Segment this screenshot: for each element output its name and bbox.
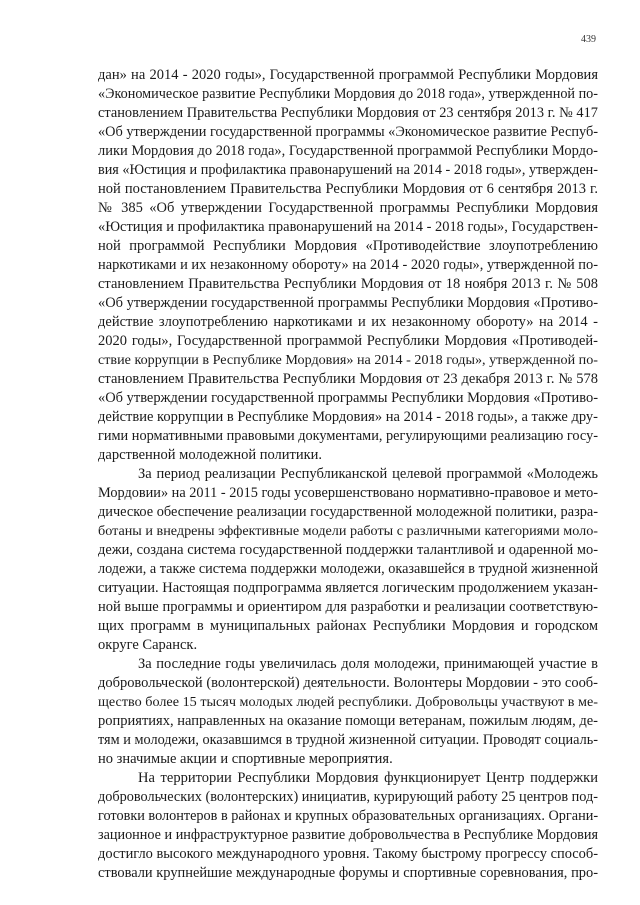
text-line: действие коррупции в Республике Мордовия» на 2014 - 2018 годы», а также дру- (98, 409, 598, 425)
text-line: За последние годы увеличилась доля молодежи, принимающей участие в (138, 656, 598, 672)
text-line: За период реализации Республиканской целевой программой «Молодежь (138, 466, 598, 482)
text-line: гими нормативными правовыми документами, регулирующими реализацию госу- (98, 428, 598, 444)
text-line: вия «Юстиция и профилактика правонарушений на 2014 - 2018 годы», утвержден- (98, 162, 598, 178)
text-line: «Об утверждении государственной программы Республики Мордовия «Противо- (98, 295, 598, 311)
text-line: 2020 годы», Государственной программой Республики Мордовия «Противодей- (98, 333, 598, 349)
text-line: ной постановлением Правительства Республики Мордовия от 6 сентября 2013 г. (98, 181, 598, 197)
page-number: 439 (581, 34, 596, 45)
text-line: дическое обеспечение реализации государственной молодежной политики, разра- (98, 504, 598, 520)
text-line: округе Саранск. (98, 637, 198, 653)
text-line: становлением Правительства Республики Мордовия от 23 сентября 2013 г. № 417 (98, 105, 598, 121)
text-line: добровольческих (волонтерских) инициатив, курирующий работу 25 центров под- (98, 789, 598, 805)
text-line: зационное и инфраструктурное развитие добровольчества в Республике Мордовия (98, 827, 598, 843)
text-line: ситуации. Настоящая подпрограмма является логическим продолжением указан- (98, 580, 598, 596)
text-line: лодежи, а также система поддержки молодежи, оказавшейся в трудной жизненной (98, 561, 599, 577)
text-line: достигло высокого международного уровня. Такому быстрому прогрессу способ- (98, 846, 598, 862)
text-line: «Об утверждении государственной программы «Экономическое развитие Респуб- (98, 124, 598, 140)
text-line: становлением Правительства Республики Мордовия от 23 декабря 2013 г. № 578 (98, 371, 598, 387)
text-line: щество более 15 тысяч молодых людей республики. Добровольцы участвуют в ме- (98, 694, 598, 710)
text-line: тям и молодежи, оказавшимся в трудной жизненной ситуации. Проводят социаль- (98, 732, 598, 748)
text-line: лики Мордовия до 2018 года», Государственной программой Республики Мордо- (98, 143, 598, 159)
text-line: дан» на 2014 - 2020 годы», Государственной программой Республики Мордовия (98, 67, 598, 83)
text-line: № 385 «Об утверждении Государственной программы Республики Мордовия (98, 200, 598, 216)
text-line: дарственной молодежной политики. (98, 447, 323, 463)
text-line: ствовали крупнейшие международные форумы и спортивные соревнования, про- (98, 865, 598, 881)
text-line: дежи, создана система государственной поддержки талантливой и одаренной мо- (98, 542, 598, 558)
text-line: становлением Правительства Республики Мордовия от 18 ноября 2013 г. № 508 (98, 276, 598, 292)
text-line: Мордовии» на 2011 - 2015 годы усовершенствовано нормативно-правовое и мето- (98, 485, 598, 501)
text-line: «Об утверждении государственной программы Республики Мордовия «Противо- (98, 390, 598, 406)
text-line: На территории Республики Мордовия функционирует Центр поддержки (138, 770, 598, 786)
text-line: действие злоупотреблению наркотиками и их незаконному обороту» на 2014 - (98, 314, 598, 330)
text-line: готовки волонтеров в районах и крупных образовательных организациях. Органи- (98, 808, 599, 824)
text-line: «Юстиция и профилактика правонарушений на 2014 - 2018 годы», Государствен- (98, 219, 598, 235)
text-line: наркотиками и их незаконному обороту» на 2014 - 2020 годы», утвержденной по- (98, 257, 598, 273)
text-line: щих программ в муниципальных районах Республики Мордовия и городском (98, 618, 598, 634)
text-line: но значимые акции и спортивные мероприятия. (98, 751, 393, 767)
document-body (98, 66, 598, 883)
text-line: ной выше программы и ориентиром для разработки и реализации соответствую- (98, 599, 598, 615)
text-line: добровольческой (волонтерской) деятельности. Волонтеры Мордовии - это сооб- (98, 675, 598, 691)
text-line: «Экономическое развитие Республики Мордовия до 2018 года», утвержденной по- (98, 86, 598, 102)
text-line: ствие коррупции в Республике Мордовия» на 2014 - 2018 годы», утвержденной по- (98, 352, 598, 368)
text-line: роприятиях, направленных на оказание помощи ветеранам, пожилым людям, де- (98, 713, 598, 729)
text-line: ной программой Республики Мордовия «Противодействие злоупотреблению (98, 238, 598, 254)
text-line: ботаны и внедрены эффективные модели работы с различными категориями моло- (98, 523, 598, 539)
